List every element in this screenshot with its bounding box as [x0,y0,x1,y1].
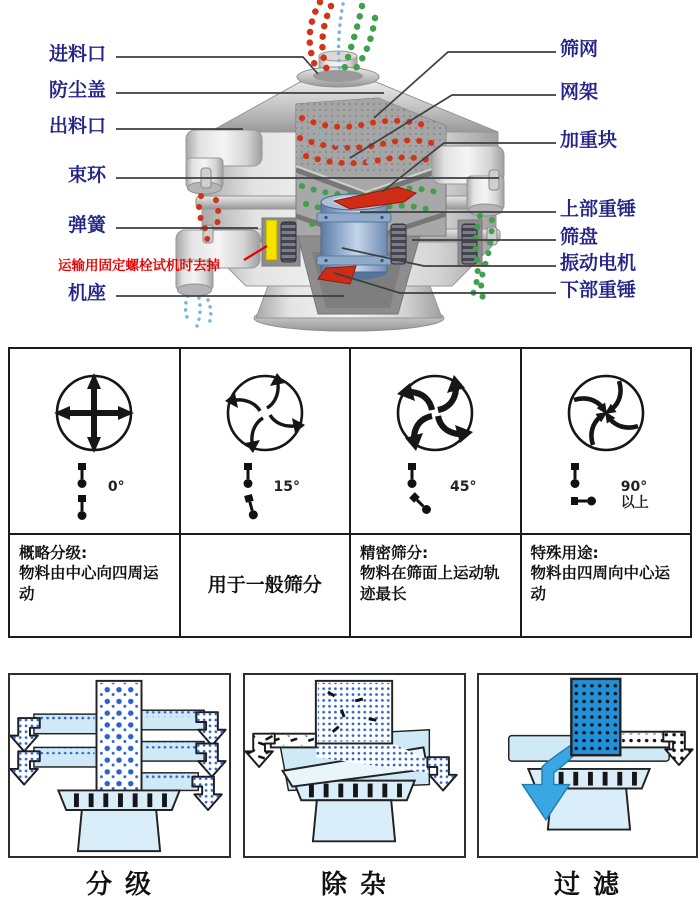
label-clamp-ring: 束环 [67,164,106,186]
description-body: 物料由中心向四周运动 [19,564,159,603]
app-label-filtration: 过 滤 [553,870,622,900]
app-label-impurity-removal: 除 杂 [320,870,389,900]
vibration-angle-table [8,347,692,638]
pinwheel-strong-icon [387,365,483,461]
application-panel-filtration [477,673,698,858]
pinwheel-light-icon [217,365,313,461]
feed-inlet [297,51,379,87]
angle-icon-cell [522,349,691,535]
label-weight-block: 加重块 [560,129,618,151]
label-feed-inlet: 进料口 [48,43,106,65]
description-title: 特殊用途: [530,544,599,562]
label-outlet: 出料口 [48,115,106,137]
label-transport-bolt-note: 运输用固定螺栓试机时去掉 [58,258,220,274]
angle-column-90deg [522,349,691,636]
angle-description [181,535,350,636]
phase-angle-icon-90 [563,461,613,533]
label-screen-mesh: 筛网 [560,38,599,60]
angle-column-15deg [181,349,352,636]
angle-value: 15° [273,479,300,495]
impurity-removal-illustration [245,675,464,856]
angle-icon-cell [181,349,350,535]
classification-illustration [10,675,229,856]
label-vibration-motor: 振动电机 [560,252,637,274]
phase-angle-icon-0 [64,461,100,533]
angle-description [522,535,691,636]
angle-description [351,535,520,636]
description-title: 概略分级: [19,544,88,562]
label-machine-base: 机座 [67,282,106,304]
label-sieve-pan: 筛盘 [560,226,599,248]
angle-column-45deg [351,349,522,636]
angle-description [10,535,179,636]
cross-arrows-icon [46,365,142,461]
angle-icon-cell [351,349,520,535]
angle-value: 90° 以上 [620,479,649,512]
application-panel-impurity-removal [243,673,466,858]
description-title: 精密筛分: [360,544,429,562]
description-body: 物料在筛面上运动轨迹最长 [360,564,500,603]
angle-value: 45° [450,479,477,495]
label-upper-hammer: 上部重锤 [560,198,637,220]
label-spring: 弹簧 [67,214,106,236]
label-lower-hammer: 下部重锤 [560,279,637,301]
description-body: 物料由四周向中心运动 [530,564,671,603]
filtration-illustration [479,675,696,856]
inward-arrows-icon [558,365,654,461]
label-dust-cover: 防尘盖 [48,79,106,101]
app-label-classification: 分 级 [85,870,154,900]
application-panel-classification [8,673,231,858]
phase-angle-icon-15 [230,461,266,533]
phase-angle-icon-45 [394,461,442,533]
label-mesh-frame: 网架 [560,81,599,103]
description-body: 用于一般筛分 [207,573,322,596]
angle-column-0deg [10,349,181,636]
machine-diagram-section [0,0,700,345]
angle-value: 0° [107,479,125,495]
transport-fixing-bolt [266,220,277,260]
angle-icon-cell [10,349,179,535]
